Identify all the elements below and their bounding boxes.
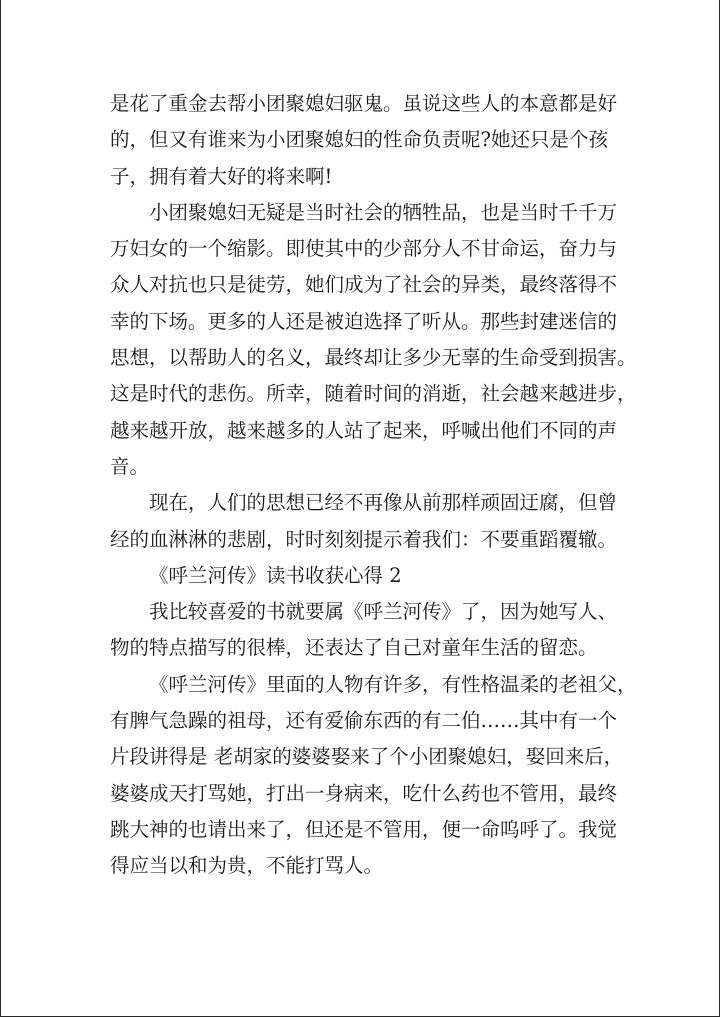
text-line: 众人对抗也只是徒劳，她们成为了社会的异类，最终落得不 — [110, 273, 618, 297]
section-heading: 《呼兰河传》读书收获心得 2 — [149, 563, 402, 587]
text-line: 这是时代的悲伤。所幸，随着时间的消逝，社会越来越进步， — [110, 382, 637, 406]
text-line: 片段讲得是 老胡家的婆婆娶来了个小团聚媳妇，娶回来后， — [110, 745, 624, 769]
text-line: 跳大神的也请出来了，但还是不管用，便一命呜呼了。我觉 — [110, 817, 618, 841]
text-line: 物的特点描写的很棒，还表达了自己对童年生活的留恋。 — [110, 636, 598, 660]
text-line: 思想，以帮助人的名义，最终却让多少无辜的生命受到损害。 — [110, 346, 637, 370]
text-line: 得应当以和为贵，不能打骂人。 — [110, 854, 384, 878]
text-line: 子，拥有着大好的将来啊! — [110, 164, 333, 188]
text-line: 万妇女的一个缩影。即使其中的少部分人不甘命运，奋力与 — [110, 237, 618, 261]
text-line: 的，但又有谁来为小团聚媳妇的性命负责呢?她还只是个孩 — [110, 128, 608, 152]
paragraph-start-line: 我比较喜爱的书就要属《呼兰河传》了，因为她写人、 — [149, 600, 618, 624]
paragraph-start-line: 现在，人们的思想已经不再像从前那样顽固迂腐，但曾 — [149, 491, 618, 515]
text-line: 婆婆成天打骂她，打出一身病来，吃什么药也不管用，最终 — [110, 781, 618, 805]
text-line: 越来越开放，越来越多的人站了起来，呼喊出他们不同的声 — [110, 418, 618, 442]
text-line: 音。 — [110, 454, 150, 478]
paragraph-start-line: 小团聚媳妇无疑是当时社会的牺牲品，也是当时千千万 — [149, 200, 618, 224]
text-line: 经的血淋淋的悲剧，时时刻刻提示着我们：不要重蹈覆辙。 — [110, 527, 618, 551]
text-line: 有脾气急躁的祖母，还有爱偷东西的有二伯……其中有一个 — [110, 709, 618, 733]
paragraph-start-line: 《呼兰河传》里面的人物有许多，有性格温柔的老祖父， — [149, 672, 637, 696]
text-line: 是花了重金去帮小团聚媳妇驱鬼。虽说这些人的本意都是好 — [110, 92, 618, 115]
text-line: 幸的下场。更多的人还是被迫选择了听从。那些封建迷信的 — [110, 309, 618, 333]
document-body — [110, 86, 637, 885]
